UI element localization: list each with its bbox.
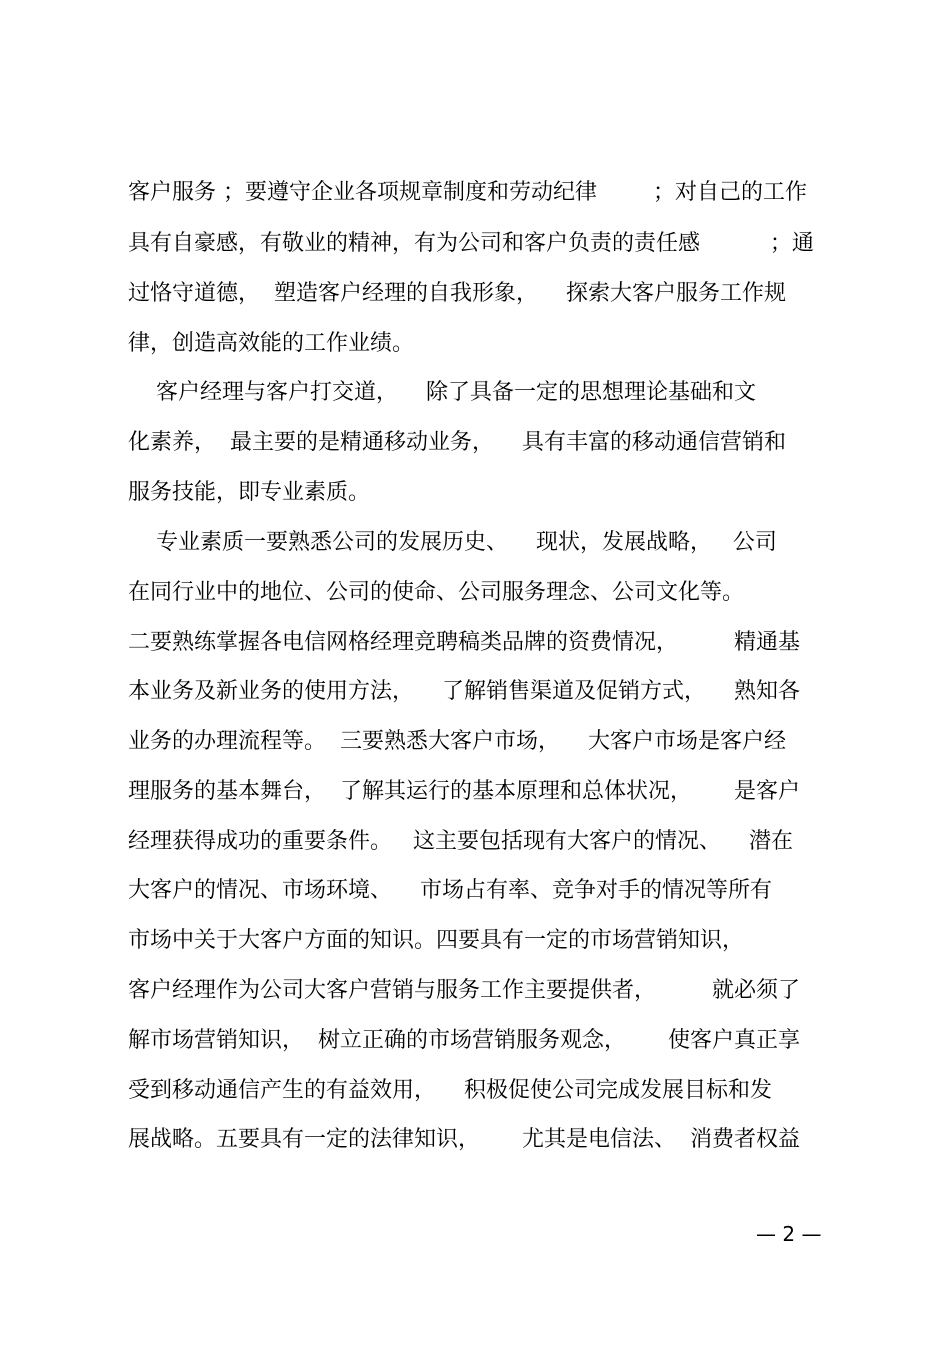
text-line-10: 二要熟练掌握各电信网格经理竞聘稿类品牌的资费情况， 精通基	[128, 630, 800, 655]
text-line-5: 客户经理与客户打交道， 除了具备一定的思想理论基础和文	[128, 380, 756, 405]
text-line-11: 本业务及新业务的使用方法， 了解销售渠道及促销方式， 熟知各	[128, 679, 800, 704]
text-line-17: 客户经理作为公司大客户营销与服务工作主要提供者， 就必须了	[128, 978, 800, 1003]
text-line-7: 服务技能，即专业素质。	[128, 480, 371, 505]
text-line-20: 展战略。五要具有一定的法律知识， 尤其是电信法、 消费者权益	[128, 1127, 800, 1152]
text-line-4: 律，创造高效能的工作业绩。	[128, 331, 415, 356]
text-line-14: 经理获得成功的重要条件。 这主要包括现有大客户的情况、 潜在	[128, 829, 793, 854]
text-line-12: 业务的办理流程等。 三要熟悉大客户市场， 大客户市场是客户经	[128, 729, 786, 754]
text-line-6: 化素养， 最主要的是精通移动业务， 具有丰富的移动通信营销和	[128, 430, 786, 455]
text-line-16: 市场中关于大客户方面的知识。四要具有一定的市场营销知识，	[128, 928, 745, 953]
text-line-8: 专业素质一要熟悉公司的发展历史、 现状，发展战略， 公司	[128, 530, 777, 555]
text-line-2: 具有自豪感，有敬业的精神，有为公司和客户负责的责任感 ；通	[128, 231, 814, 256]
text-line-1: 客户服务 ；要遵守企业各项规章制度和劳动纪律 ；对自己的工作	[128, 180, 807, 205]
text-line-3: 过恪守道德， 塑造客户经理的自我形象， 探索大客户服务工作规	[128, 281, 786, 306]
text-line-9: 在同行业中的地位、公司的使命、公司服务理念、公司文化等。	[128, 580, 745, 605]
text-line-19: 受到移动通信产生的有益效用， 积极促使公司完成发展目标和发	[128, 1078, 772, 1103]
text-line-18: 解市场营销知识， 树立正确的市场营销服务观念， 使客户真正享	[128, 1028, 800, 1053]
page-number: — 2 —	[756, 1222, 822, 1246]
text-line-15: 大客户的情况、市场环境、 市场占有率、竞争对手的情况等所有	[128, 878, 772, 903]
text-line-13: 理服务的基本舞台， 了解其运行的基本原理和总体状况， 是客户	[128, 779, 800, 804]
